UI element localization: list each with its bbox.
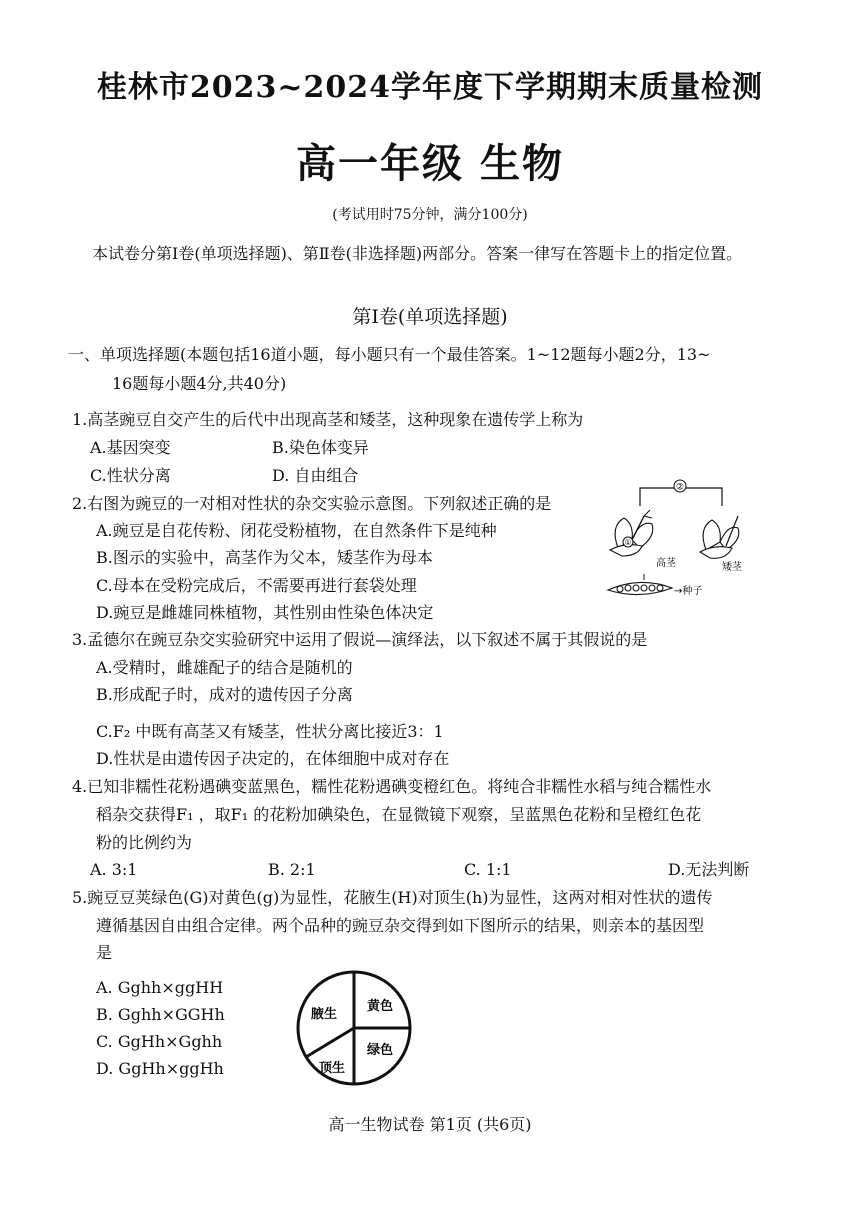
question-1-option-a: A.基因突变 — [90, 438, 171, 457]
question-4-option-d: D.无法判断 — [668, 860, 750, 879]
question-4-option-c: C. 1:1 — [464, 860, 512, 879]
question-3-option-d: D.性状是由遗传因子决定的，在体细胞中成对存在 — [96, 749, 450, 768]
question-5-option-d: D. GgHh×ggHh — [96, 1059, 224, 1078]
figure-label-2: ② — [675, 482, 685, 493]
question-3-stem: 3.孟德尔在豌豆杂交实验研究中运用了假说—演绎法，以下叙述不属于其假说的是 — [72, 630, 648, 649]
question-2-option-a: A.豌豆是自花传粉、闭花受粉植物，在自然条件下是纯种 — [96, 521, 497, 540]
question-3-option-c: C.F₂ 中既有高茎又有矮茎，性状分离比接近3：1 — [96, 722, 444, 741]
question-2-option-b: B.图示的实验中，高茎作为父本，矮茎作为母本 — [96, 548, 433, 567]
question-2-option-c: C.母本在受粉完成后，不需要再进行套袋处理 — [96, 576, 417, 595]
figure-seed-label: →种子 — [674, 586, 703, 597]
tall-flower-icon — [610, 510, 653, 556]
question-4-option-b: B. 2:1 — [268, 860, 316, 879]
exam-intro: 本试卷分第Ⅰ卷(单项选择题)、第Ⅱ卷(非选择题)两部分。答案一律写在答题卡上的指定位置。 — [92, 244, 743, 263]
question-2-option-d: D.豌豆是雌雄同株植物，其性别由性染色体决定 — [96, 603, 434, 622]
question-4-option-a: A. 3:1 — [90, 860, 138, 879]
figure-tall-label: 高茎 — [656, 558, 676, 569]
page-footer: 高一生物试卷 第1页 (共6页) — [328, 1115, 532, 1134]
pie-label-axillary: 腋生 — [310, 1007, 338, 1022]
exam-title: 桂林市2023~2024学年度下学期期末质量检测 — [96, 70, 764, 105]
question-1-option-c: C.性状分离 — [90, 466, 171, 485]
pie-label-green: 绿色 — [366, 1043, 394, 1058]
question-3-option-b: B.形成配子时，成对的遗传因子分离 — [96, 685, 353, 704]
question-5-stem-line2: 遵循基因自由组合定律。两个品种的豌豆杂交得到如下图所示的结果，则亲本的基因型 — [96, 916, 705, 935]
question-4-stem-line1: 4.已知非糯性花粉遇碘变蓝黑色，糯性花粉遇碘变橙红色。将纯合非糯性水稻与纯合糯性水 — [72, 777, 712, 796]
pea-pod-icon — [608, 582, 672, 594]
question-5-stem-line3: 是 — [96, 943, 113, 962]
question-4-stem-line3: 粉的比例约为 — [96, 833, 193, 852]
phenotype-pie-diagram — [286, 970, 422, 1086]
short-flower-icon — [700, 516, 739, 558]
question-4-stem-line2: 稻杂交获得F₁ ，取F₁ 的花粉加碘染色，在显微镜下观察，呈蓝黑色花粉和呈橙红色花 — [96, 805, 702, 824]
exam-time-note: (考试用时75分钟，满分100分) — [332, 207, 528, 223]
cross-experiment-figure — [600, 476, 760, 606]
question-5-stem-line1: 5.豌豆豆荚绿色(G)对黄色(g)为显性，花腋生(H)对顶生(h)为显性，这两对相对性状的遗传 — [72, 888, 713, 907]
question-2-stem: 2.右图为豌豆的一对相对性状的杂交实验示意图。下列叙述正确的是 — [72, 494, 552, 513]
figure-short-label: 矮茎 — [722, 562, 742, 573]
question-5-option-a: A. Gghh×ggHH — [96, 978, 224, 997]
pie-label-yellow: 黄色 — [366, 999, 394, 1014]
part-instruction-line2: 16题每小题4分,共40分) — [112, 374, 287, 393]
question-1-stem: 1.高茎豌豆自交产生的后代中出现高茎和矮茎，这种现象在遗传学上称为 — [72, 410, 584, 429]
figure-label-1: ① — [624, 538, 632, 547]
section-title: 第Ⅰ卷(单项选择题) — [352, 306, 508, 328]
part-instruction-line1: 一、单项选择题(本题包括16道小题，每小题只有一个最佳答案。1~12题每小题2分，13~ — [68, 345, 711, 364]
question-5-option-b: B. Gghh×GGHh — [96, 1005, 225, 1024]
question-1-option-d: D. 自由组合 — [272, 466, 359, 485]
exam-subject-title: 高一年级 生物 — [296, 140, 564, 187]
question-3-option-a: A.受精时，雌雄配子的结合是随机的 — [96, 658, 353, 677]
question-5-option-c: C. GgHh×Gghh — [96, 1032, 223, 1051]
question-1-option-b: B.染色体变异 — [272, 438, 369, 457]
pie-label-terminal: 顶生 — [318, 1061, 346, 1076]
